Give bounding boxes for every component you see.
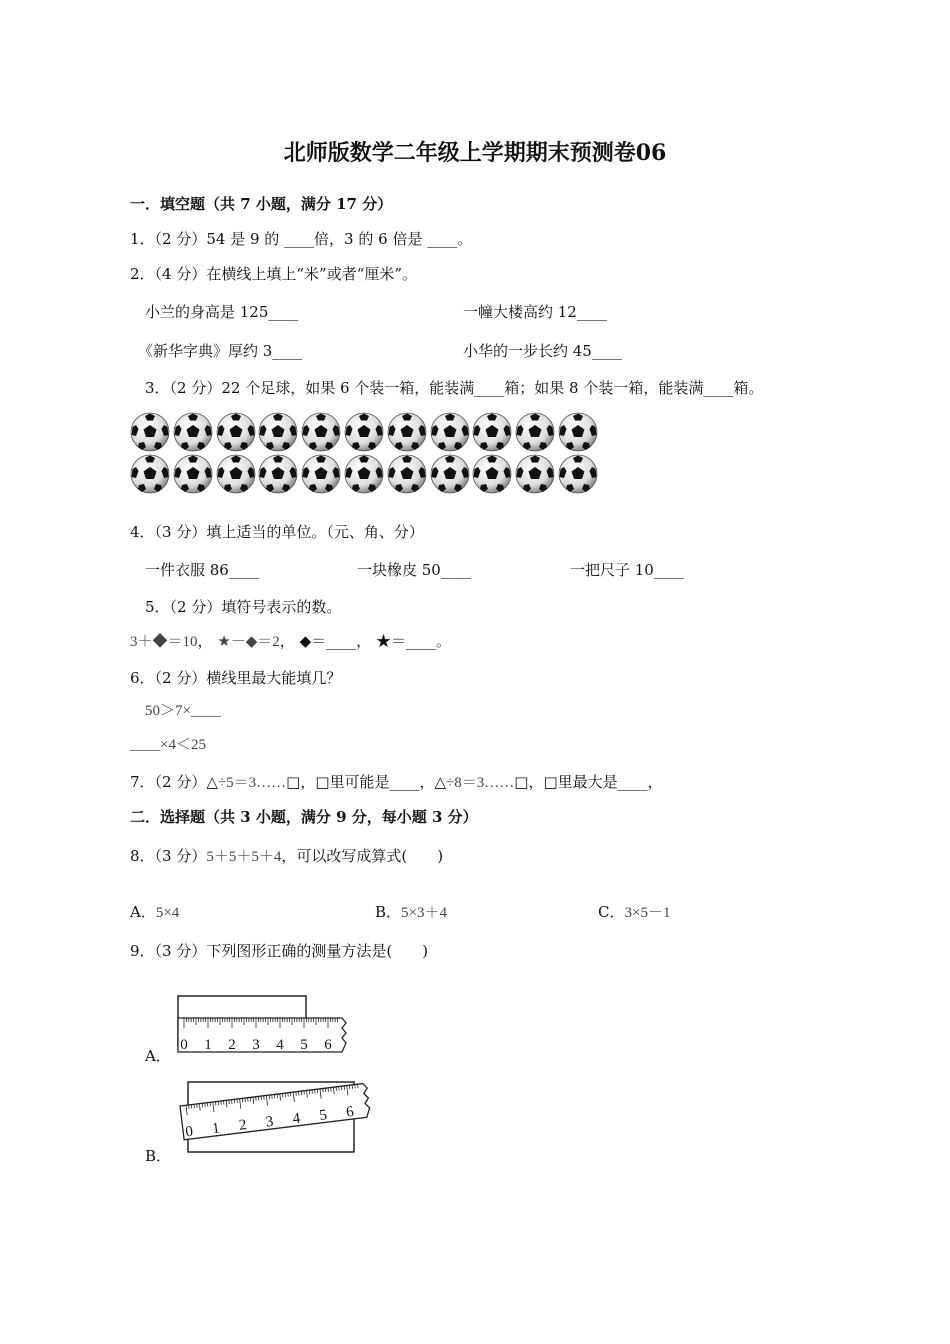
option-a[interactable]: A．5×4 — [130, 903, 180, 921]
ruler-body — [178, 1018, 346, 1052]
ruler-number: 6 — [324, 1037, 332, 1053]
question-2-item: 小华的一步长约 45____ — [463, 342, 622, 360]
ruler-number: 4 — [291, 1110, 302, 1128]
question-2: 2．（4 分）在横线上填上“米”或者“厘米”。 — [130, 265, 418, 283]
soccer-ball-icon — [173, 412, 213, 452]
soccer-ball-icon — [515, 412, 555, 452]
question-1: 1．（2 分）54 是 9 的 ____倍，3 的 6 倍是 ____。 — [130, 230, 473, 248]
soccer-ball-icon — [515, 454, 555, 494]
option-b-label[interactable]: B． — [145, 1147, 172, 1165]
option-a-label[interactable]: A． — [145, 1047, 171, 1065]
ruler-number: 5 — [318, 1107, 328, 1125]
soccer-ball-row — [130, 454, 601, 498]
answer-parentheses: ( ) — [401, 847, 444, 865]
soccer-ball-icon — [173, 454, 213, 494]
soccer-ball-icon — [558, 412, 598, 452]
soccer-ball-icon — [258, 454, 298, 494]
question-4-item: 一块橡皮 50____ — [357, 561, 471, 579]
soccer-ball-icon — [387, 454, 427, 494]
question-5-equations: 3＋◆＝10， ★－◆＝2， ◆＝____， ★＝____。 — [130, 632, 451, 650]
section-heading-fill-in: 一．填空题（共 7 小题，满分 17 分） — [130, 195, 393, 213]
ruler-number: 4 — [276, 1037, 284, 1053]
question-2-item: 一幢大楼高约 12____ — [463, 303, 607, 321]
question-2-item: 《新华字典》厚约 3____ — [138, 342, 303, 360]
ruler-a — [178, 1018, 346, 1053]
answer-diamond: ◆＝____ — [299, 632, 357, 650]
question-4-item: 一把尺子 10____ — [570, 561, 684, 579]
question-3: 3．（2 分）22 个足球，如果 6 个装一箱，能装满____箱；如果 8 个装一箱，能装满____箱。 — [145, 379, 764, 397]
question-6: 6．（2 分）横线里最大能填几？ — [130, 669, 342, 687]
soccer-ball-row — [130, 412, 601, 456]
equation-diamond: 3＋◆＝10 — [130, 634, 198, 650]
ruler-figure-b — [170, 1070, 390, 1160]
soccer-ball-icon — [472, 412, 512, 452]
question-4: 4．（3 分）填上适当的单位。（元、角、分） — [130, 523, 424, 541]
equation-star-minus-diamond: ★－◆＝2 — [217, 634, 280, 650]
soccer-ball-icon — [387, 412, 427, 452]
section-heading-choice: 二．选择题（共 3 小题，满分 9 分，每小题 3 分） — [130, 808, 478, 826]
soccer-ball-icon — [558, 454, 598, 494]
ruler-number: 0 — [184, 1123, 194, 1141]
question-6-line-1: 50＞7×____ — [145, 703, 221, 719]
division-equation-1: ÷5＝3…… — [217, 775, 287, 791]
soccer-ball-icon — [216, 454, 256, 494]
question-2-item: 小兰的身高是 125____ — [145, 303, 299, 321]
soccer-ball-icon — [344, 412, 384, 452]
soccer-ball-icon — [216, 412, 256, 452]
division-equation-2: ÷8＝3…… — [446, 775, 515, 791]
soccer-ball-icon — [301, 412, 341, 452]
ruler-number: 3 — [264, 1113, 275, 1131]
option-c[interactable]: C．3×5－1 — [598, 903, 671, 921]
soccer-ball-icon — [258, 412, 298, 452]
soccer-ball-icon — [472, 454, 512, 494]
ruler-number: 2 — [238, 1117, 248, 1134]
soccer-ball-icon — [301, 454, 341, 494]
page-title: 北师版数学二年级上学期期末预测卷06 — [283, 140, 667, 166]
question-5: 5．（2 分）填符号表示的数。 — [145, 598, 342, 616]
soccer-ball-icon — [430, 454, 470, 494]
question-6-line-2: ____×4＜25 — [130, 737, 206, 753]
ruler-number: 1 — [204, 1037, 212, 1053]
ruler-figure-a — [170, 990, 360, 1060]
option-b[interactable]: B．5×3＋4 — [375, 903, 447, 921]
soccer-ball-icon — [130, 412, 170, 452]
soccer-ball-icon — [130, 454, 170, 494]
answer-star: ★＝____。 — [375, 632, 451, 650]
question-8: 8．（3 分）5＋5＋5＋4，可以改写成算式( ) — [130, 847, 444, 865]
question-9: 9．（3 分）下列图形正确的测量方法是( ) — [130, 942, 429, 960]
ruler-number: 2 — [228, 1037, 236, 1053]
sum-expression: 5＋5＋5＋4 — [206, 849, 282, 865]
ruler-number: 0 — [180, 1037, 188, 1053]
question-4-item: 一件衣服 86____ — [145, 561, 259, 579]
soccer-ball-icon — [344, 454, 384, 494]
ruler-number: 3 — [252, 1037, 260, 1053]
question-7: 7．（2 分）△÷5＝3……□，□里可能是____，△÷8＝3……□，□里最大是____， — [130, 773, 663, 791]
ruler-number: 5 — [300, 1037, 308, 1053]
ruler-number: 6 — [345, 1103, 355, 1121]
answer-parentheses: ( ) — [386, 942, 429, 960]
soccer-ball-icon — [430, 412, 470, 452]
ruler-number: 1 — [211, 1120, 221, 1138]
